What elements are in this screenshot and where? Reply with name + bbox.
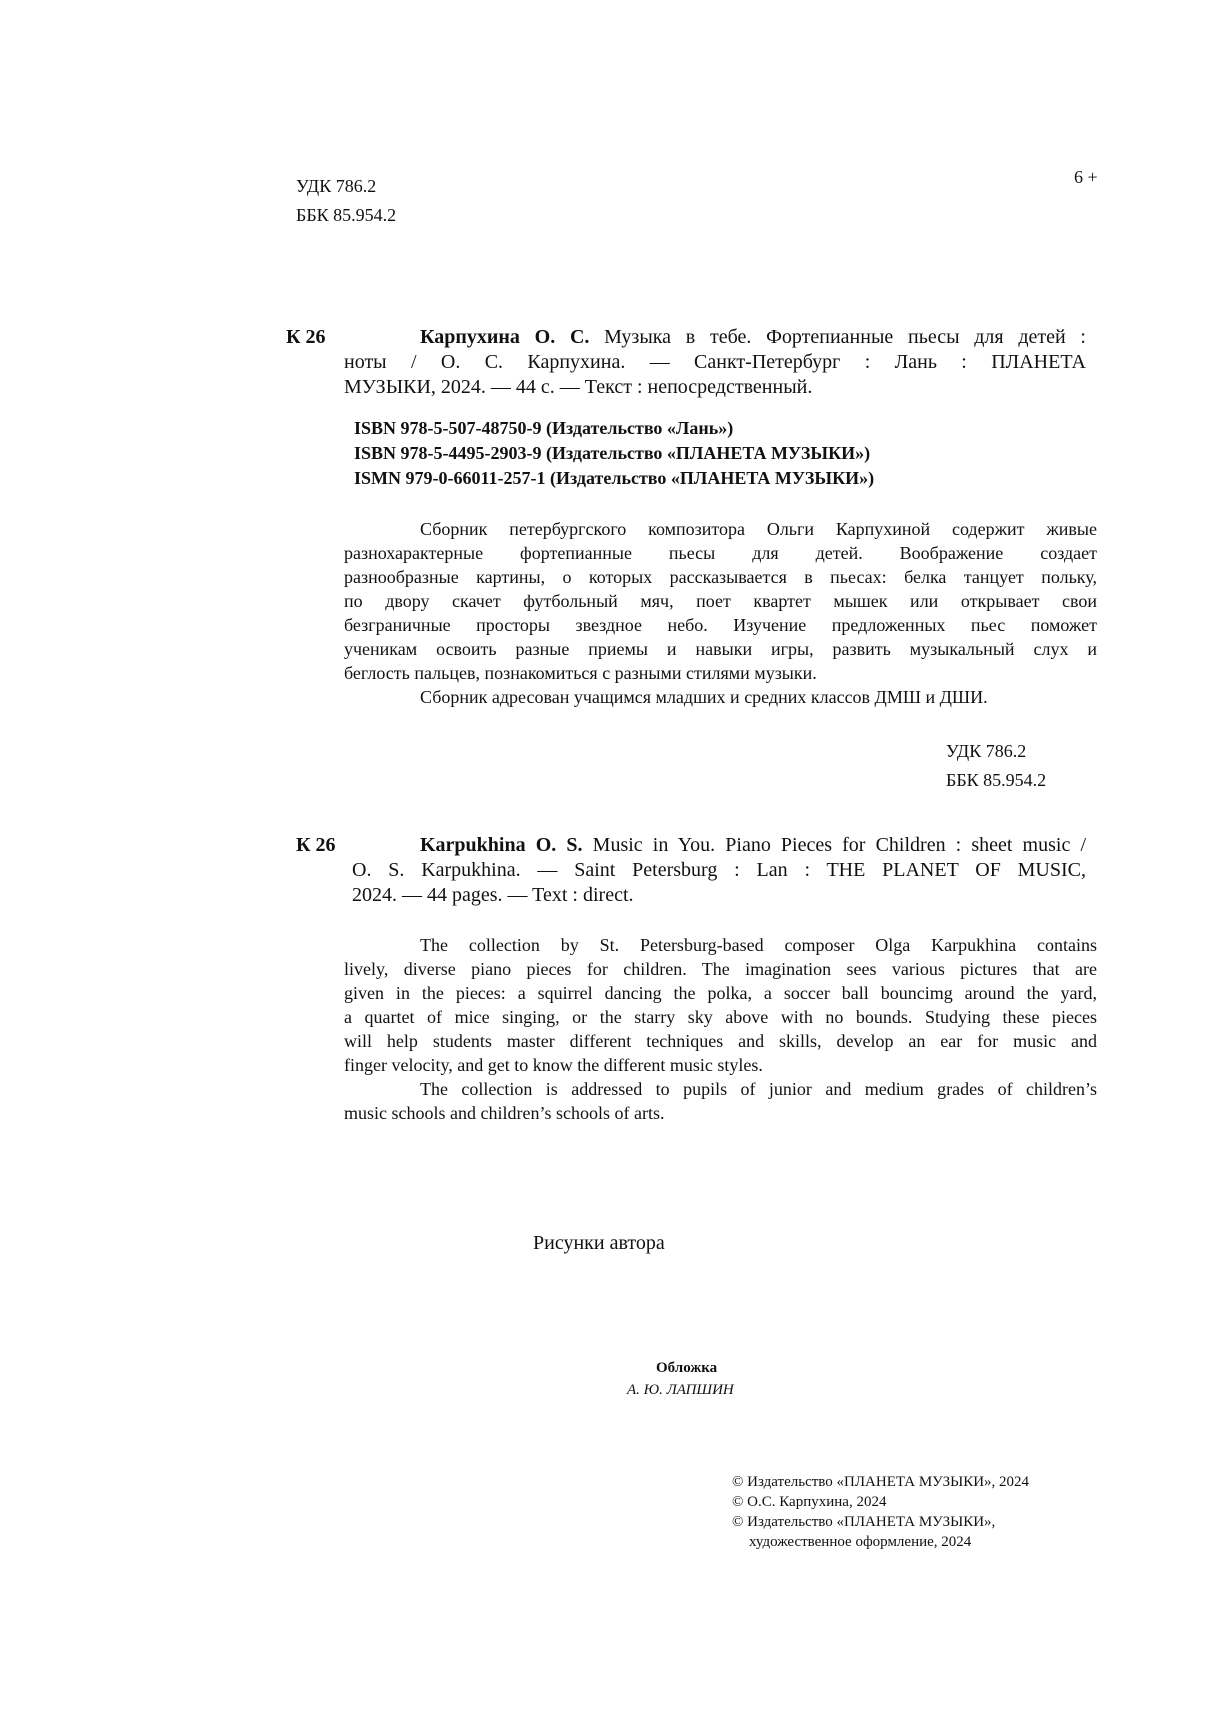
copyright-line: © Издательство «ПЛАНЕТА МУЗЫКИ», 2024 bbox=[732, 1474, 1030, 1490]
en-entry-line1 bbox=[420, 834, 1086, 857]
isbn-planet: ISBN 978-5-4495-2903-9 (Издательство «ПЛАНЕТА МУЗЫКИ») bbox=[354, 443, 871, 463]
en-entry-author: Karpukhina O. S. bbox=[420, 834, 583, 856]
en-annotation-line: The collection by St. Petersburg-based composer Olga Karpukhina contains bbox=[420, 935, 1097, 955]
en-entry-line3: 2024. — 44 pages. — Text : direct. bbox=[352, 884, 634, 906]
ru-entry-code: К 26 bbox=[286, 326, 326, 348]
cover-designer: А. Ю. ЛАПШИН bbox=[627, 1382, 734, 1398]
udk-code-repeat: УДК 786.2 bbox=[946, 741, 1027, 761]
age-rating: 6 + bbox=[1074, 167, 1098, 187]
ru-entry-line1 bbox=[420, 326, 1086, 349]
ru-annotation-line: ученикам освоить разные приемы и навыки игры, развить музыкальный слух и bbox=[344, 639, 1097, 659]
en-annotation-line: will help students master different techniques and skills, develop an ear for music and bbox=[344, 1031, 1097, 1051]
en-entry-line2: O. S. Karpukhina. — Saint Petersburg : Lan : THE PLANET OF MUSIC, bbox=[352, 859, 1086, 881]
ru-annotation-line: разнохарактерные фортепианные пьесы для детей. Воображение создает bbox=[344, 543, 1097, 563]
ru-annotation-line: разнообразные картины, о которых рассказывается в пьесах: белка танцует польку, bbox=[344, 567, 1097, 587]
en-annotation-audience: The collection is addressed to pupils of junior and medium grades of children’s bbox=[420, 1079, 1097, 1099]
en-annotation-line: finger velocity, and get to know the different music styles. bbox=[344, 1055, 763, 1075]
en-annotation-line: given in the pieces: a squirrel dancing the polka, a soccer ball bouncimg around the yard, bbox=[344, 983, 1097, 1003]
ru-annotation-line: по двору скачет футбольный мяч, поет квартет мышек или открывает свои bbox=[344, 591, 1097, 611]
en-entry-code: К 26 bbox=[296, 834, 336, 856]
copyright-line: © О.С. Карпухина, 2024 bbox=[732, 1494, 887, 1510]
ru-entry-title: Музыка в тебе. Фортепианные пьесы для детей : bbox=[604, 326, 1086, 348]
en-entry-title: Music in You. Piano Pieces for Children : sheet music / bbox=[592, 834, 1087, 856]
ru-entry-line2: ноты / О. С. Карпухина. — Санкт-Петербург : Лань : ПЛАНЕТА bbox=[344, 351, 1086, 373]
copyright-line: художественное оформление, 2024 bbox=[749, 1534, 972, 1550]
copyright-line: © Издательство «ПЛАНЕТА МУЗЫКИ», bbox=[732, 1514, 996, 1530]
ru-entry-author: Карпухина О. С. bbox=[420, 326, 590, 348]
ru-annotation-audience: Сборник адресован учащимся младших и средних классов ДМШ и ДШИ. bbox=[420, 687, 988, 707]
ru-entry-line3: МУЗЫКИ, 2024. — 44 с. — Текст : непосредственный. bbox=[344, 376, 813, 398]
ru-annotation-line: безграничные просторы звездное небо. Изучение предложенных пьес поможет bbox=[344, 615, 1097, 635]
udk-code: УДК 786.2 bbox=[296, 176, 377, 196]
ru-annotation-line: Сборник петербургского композитора Ольги Карпухиной содержит живые bbox=[420, 519, 1097, 539]
isbn-lan: ISBN 978-5-507-48750-9 (Издательство «Лань») bbox=[354, 418, 734, 438]
bbk-code: ББК 85.954.2 bbox=[296, 205, 397, 225]
en-annotation-line: lively, diverse piano pieces for children. The imagination sees various pictures that are bbox=[344, 959, 1097, 979]
ismn-planet: ISMN 979-0-66011-257-1 (Издательство «ПЛАНЕТА МУЗЫКИ») bbox=[354, 468, 875, 488]
en-annotation-audience: music schools and children’s schools of arts. bbox=[344, 1103, 665, 1123]
illustrations-credit: Рисунки автора bbox=[533, 1232, 665, 1254]
bbk-code-repeat: ББК 85.954.2 bbox=[946, 770, 1047, 790]
cover-label: Обложка bbox=[656, 1360, 718, 1376]
ru-annotation-line: беглость пальцев, познакомиться с разными стилями музыки. bbox=[344, 663, 817, 683]
en-annotation-line: a quartet of mice singing, or the starry sky above with no bounds. Studying these pieces bbox=[344, 1007, 1097, 1027]
